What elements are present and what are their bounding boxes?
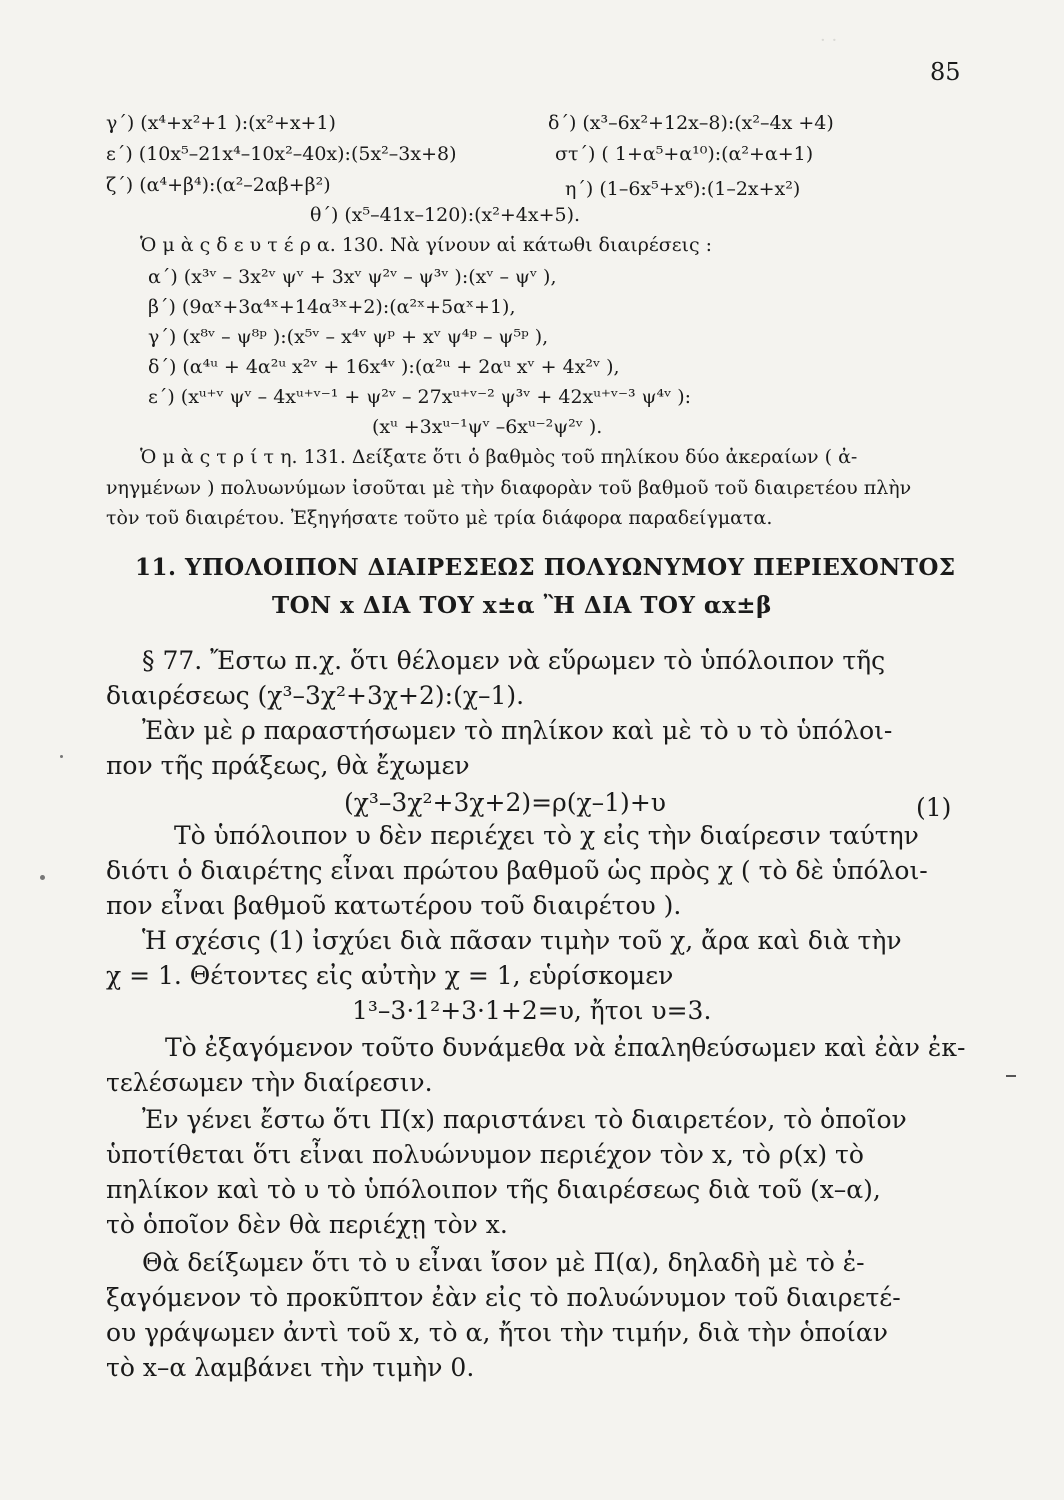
exercise-zeta: ζ΄) (α⁴+β⁴):(α²–2αβ+β²) — [106, 174, 331, 196]
group-two-item-e-divisor: (xᵘ +3xᵘ⁻¹ψᵛ –6xᵘ⁻²ψ²ᵛ ). — [372, 416, 603, 438]
group-two-heading — [140, 236, 712, 255]
body-line-11: τελέσωμεν τὴν διαίρεσιν. — [106, 1068, 433, 1097]
group-two-text: 130. Νὰ γίνουν αἱ κάτωθι διαιρέσεις : — [341, 234, 713, 256]
body-line-6: διότι ὁ διαιρέτης εἶναι πρώτου βαθμοῦ ὡς πρὸς χ ( τὸ δὲ ὑπόλοι- — [106, 856, 928, 885]
equation-1-number: (1) — [916, 793, 952, 822]
body-line-5: Τὸ ὑπόλοιπον υ δὲν περιέχει τὸ χ εἰς τὴν διαίρεσιν ταύτην — [174, 821, 919, 850]
body-line-1: § 77. Ἔστω π.χ. ὅτι θέλομεν νὰ εὕρωμεν τὸ ὑπόλοιπον τῆς — [142, 646, 886, 675]
bleed-through: · · — [820, 30, 838, 51]
margin-dot-mark — [60, 755, 63, 758]
section-title-line-2: ΤΟΝ x ΔΙΑ ΤΟΥ x±α Ἢ ΔΙΑ ΤΟΥ αx±β — [272, 592, 772, 619]
body-line-14: πηλίκον καὶ τὸ υ τὸ ὑπόλοιπον τῆς διαιρέσεως διὰ τοῦ (x–α), — [106, 1175, 881, 1204]
exercise-delta: δ΄) (x³–6x²+12x–8):(x²–4x +4) — [548, 112, 834, 134]
exercise-eta: η΄) (1–6x⁵+x⁶):(1–2x+x²) — [565, 178, 801, 200]
group-three-line-2: νηγμένων ) πολυωνύμων ἰσοῦται μὲ τὴν διαφορὰν τοῦ βαθμοῦ τοῦ διαιρετέου πλὴν — [106, 477, 912, 499]
body-line-18: ου γράψωμεν ἀντὶ τοῦ x, τὸ α, ἤτοι τὴν τιμήν, διὰ τὴν ὁποίαν — [106, 1318, 888, 1347]
body-line-9: χ = 1. Θέτοντες εἰς αὐτὴν χ = 1, εὑρίσκομεν — [106, 961, 674, 990]
page-number: 85 — [930, 58, 961, 86]
exercise-stigma: στ΄) ( 1+α⁵+α¹⁰):(α²+α+1) — [555, 143, 814, 165]
group-two-item-e: ε΄) (xᵘ⁺ᵛ ψᵛ – 4xᵘ⁺ᵛ⁻¹ + ψ²ᵛ – 27xᵘ⁺ᵛ⁻² ψ³ᵛ + 42xᵘ⁺ᵛ⁻³ ψ⁴ᵛ ): — [148, 386, 692, 408]
group-two-label: Ὁ μ ὰ ς δ ε υ τ έ ρ α. — [140, 234, 336, 256]
equation-1: (χ³–3χ²+3χ+2)=ρ(χ–1)+υ — [344, 788, 666, 817]
group-three-label: Ὁ μ ὰ ς τ ρ ί τ η. — [140, 446, 298, 468]
body-line-8: Ἡ σχέσις (1) ἰσχύει διὰ πᾶσαν τιμὴν τοῦ χ, ἄρα καὶ διὰ τὴν — [142, 926, 902, 955]
group-three-text: 131. Δείξατε ὅτι ὁ βαθμὸς τοῦ πηλίκου δύο ἀκεραίων ( ἀ- — [303, 446, 858, 468]
equation-2: 1³–3·1²+3·1+2=υ, ἤτοι υ=3. — [352, 996, 712, 1025]
body-line-2: διαιρέσεως (χ³–3χ²+3χ+2):(χ–1). — [106, 681, 525, 710]
body-line-10: Τὸ ἐξαγόμενον τοῦτο δυνάμεθα νὰ ἐπαληθεύσωμεν καὶ ἐὰν ἐκ- — [165, 1033, 966, 1062]
group-two-item-c: γ΄) (x⁸ᵛ – ψ⁸ᵖ ):(x⁵ᵛ – x⁴ᵛ ψᵖ + xᵛ ψ⁴ᵖ – ψ⁵ᵖ ), — [148, 326, 549, 348]
body-line-19: τὸ x–α λαμβάνει τὴν τιμὴν 0. — [106, 1353, 475, 1382]
body-line-13: ὑποτίθεται ὅτι εἶναι πολυώνυμον περιέχον τὸν x, τὸ ρ(x) τὸ — [106, 1140, 864, 1169]
margin-dot-mark — [40, 875, 45, 880]
group-two-item-b: β΄) (9αˣ+3α⁴ˣ+14α³ˣ+2):(α²ˣ+5αˣ+1), — [148, 296, 516, 318]
body-line-7: πον εἶναι βαθμοῦ κατωτέρου τοῦ διαιρέτου ). — [106, 891, 682, 920]
exercise-epsilon: ε΄) (10x⁵–21x⁴–10x²–40x):(5x²–3x+8) — [106, 143, 457, 165]
section-title-line-1: 11. ΥΠΟΛΟΙΠΟΝ ΔΙΑΙΡΕΣΕΩΣ ΠΟΛΥΩΝΥΜΟΥ ΠΕΡΙΕΧΟΝΤΟΣ — [135, 554, 956, 581]
group-two-item-d: δ΄) (α⁴ᵘ + 4α²ᵘ x²ᵛ + 16x⁴ᵛ ):(α²ᵘ + 2αᵘ xᵛ + 4x²ᵛ ), — [148, 356, 620, 378]
body-line-16: Θὰ δείξωμεν ὅτι τὸ υ εἶναι ἴσον μὲ Π(α), δηλαδὴ μὲ τὸ ἐ- — [142, 1248, 865, 1277]
group-two-item-a: α΄) (x³ᵛ – 3x²ᵛ ψᵛ + 3xᵛ ψ²ᵛ – ψ³ᵛ ):(xᵛ – ψᵛ ), — [148, 266, 557, 288]
body-line-3: Ἐὰν μὲ ρ παραστήσωμεν τὸ πηλίκον καὶ μὲ τὸ υ τὸ ὑπόλοι- — [142, 716, 893, 745]
group-three-line-1 — [140, 448, 857, 467]
margin-dash-mark — [1006, 1075, 1016, 1077]
body-line-4: πον τῆς πράξεως, θὰ ἔχωμεν — [106, 751, 470, 780]
group-three-line-3: τὸν τοῦ διαιρέτου. Ἐξηγήσατε τοῦτο μὲ τρία διάφορα παραδείγματα. — [106, 507, 773, 529]
exercise-theta: θ΄) (x⁵–41x–120):(x²+4x+5). — [310, 204, 581, 226]
exercise-gamma: γ΄) (x⁴+x²+1 ):(x²+x+1) — [106, 112, 336, 134]
body-line-17: ξαγόμενον τὸ προκῦπτον ἐὰν εἰς τὸ πολυώνυμον τοῦ διαιρετέ- — [106, 1283, 901, 1312]
body-line-12: Ἐν γένει ἔστω ὅτι Π(x) παριστάνει τὸ διαιρετέον, τὸ ὁποῖον — [142, 1105, 907, 1134]
body-line-15: τὸ ὁποῖον δὲν θὰ περιέχῃ τὸν x. — [106, 1210, 508, 1239]
